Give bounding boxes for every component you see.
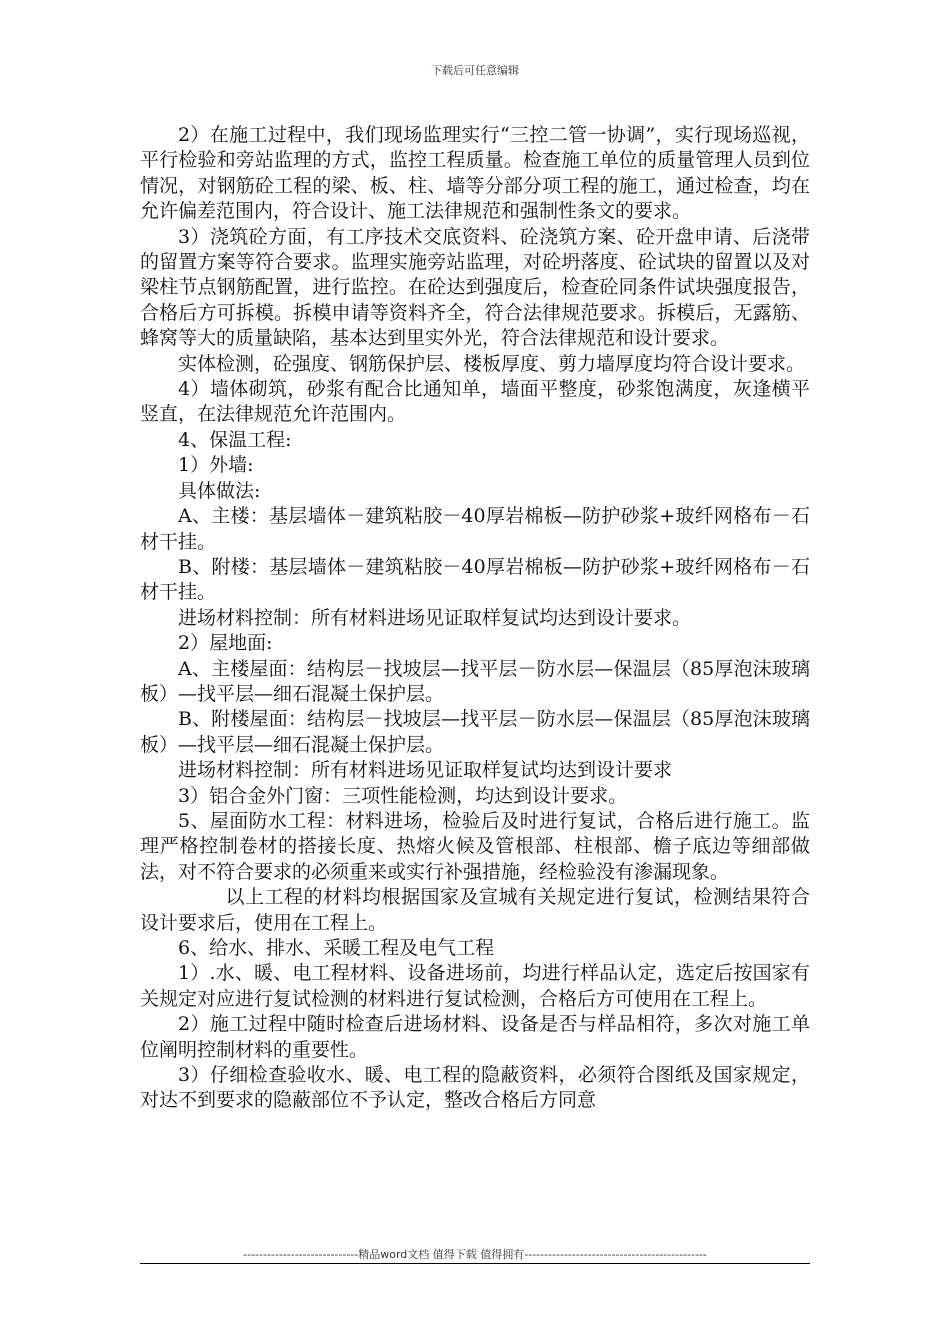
paragraph-main-building-wall: A、主楼：基层墙体－建筑粘胶－40厚岩棉板—防护砂浆+玻纤网格布－石材干挂。 [140,505,810,553]
paragraph-annex-building-roof: B、附楼屋面：结构层－找坡层—找平层－防水层—保温层（85厚泡沫玻璃板）—找平层—细石混凝土保护层。 [140,708,810,756]
document-body [140,123,810,1114]
footer-divider [140,1263,810,1264]
paragraph-annex-building-wall: B、附楼：基层墙体－建筑粘胶－40厚岩棉板—防护砂浆+玻纤网格布－石材干挂。 [140,555,810,604]
paragraph-materials-retest: 以上工程的材料均根据国家及宣城有关规定进行复试，检测结果符合设计要求后，使用在工程上。 [140,886,810,934]
paragraph-sample-approval: 1）.水、暖、电工程材料、设备进场前，均进行样品认定，选定后按国家有关规定对应进行复试检测的材料进行复试检测，合格后方可使用在工程上。 [140,962,810,1010]
paragraph-concealed-works: 3）仔细检查验收水、暖、电工程的隐蔽资料，必须符合图纸及国家规定，对达不到要求的隐蔽部位不予认定，整改合格后方同意 [140,1064,810,1112]
paragraph-material-check: 2）施工过程中随时检查后进场材料、设备是否与样品相符，多次对施工单位阐明控制材料的重要性。 [140,1013,810,1061]
page-footer: -----------------------------精品word文档 值得下载 值得拥有---------------------------------------------- [243,1248,707,1261]
paragraph-wall-masonry: 4）墙体砌筑，砂浆有配合比通知单，墙面平整度，砂浆饱满度，灰逢横平竖直，在法律规范允许范围内。 [140,378,810,426]
section-heading-plumbing-electrical: 6、给水、排水、采暖工程及电气工程 [178,937,495,959]
paragraph-physical-testing: 实体检测，砼强度、钢筋保护层、楼板厚度、剪力墙厚度均符合设计要求。 [178,352,806,375]
label-specific-method: 具体做法: [178,479,261,502]
subheading-exterior-wall: 1）外墙: [178,454,254,477]
paragraph-roof-waterproofing: 5、屋面防水工程：材料进场，检验后及时进行复试，合格后进行施工。监理严格控制卷材的搭接长度、热熔火候及管根部、柱根部、檐子底边等细部做法，对不符合要求的必须重来或实行补强措施，经检验没有渗漏现象。 [140,809,810,883]
subheading-roof-floor: 2）屋地面: [178,632,273,655]
paragraph-material-control-wall: 进场材料控制：所有材料进场见证取样复试均达到设计要求。 [178,606,692,629]
section-heading-insulation: 4、保温工程: [178,428,292,451]
paragraph-aluminum-windows: 3）铝合金外门窗：三项性能检测，均达到设计要求。 [178,784,628,807]
paragraph-material-control-roof: 进场材料控制：所有材料进场见证取样复试均达到设计要求 [178,759,673,782]
paragraph-concrete-pouring: 3）浇筑砼方面，有工序技术交底资料、砼浇筑方案、砼开盘申请、后浇带的留置方案等符合要求。监理实施旁站监理，对砼坍落度、砼试块的留置以及对梁柱节点钢筋配置，进行监控。在砼达到强度后，检查砼同条件试块强度报告，合格后方可拆模。拆模申请等资料齐全，符合法律规范要求。拆模后，无露筋、蜂窝等大的质量缺陷，基本达到里实外光，符合法律规范和设计要求。 [140,225,810,350]
paragraph-construction-supervision: 2）在施工过程中，我们现场监理实行“三控二管一协调”，实行现场巡视，平行检验和旁站监理的方式，监控工程质量。检查施工单位的质量管理人员到位情况，对钢筋砼工程的梁、板、柱、墙等分部分项工程的施工，通过检查，均在允许偏差范围内，符合设计、施工法律规范和强制性条文的要求。 [140,124,810,223]
page-header: 下载后可任意编辑 [431,64,519,77]
paragraph-main-building-roof: A、主楼屋面：结构层－找坡层—找平层－防水层—保温层（85厚泡沫玻璃板）—找平层—细石混凝土保护层。 [140,657,810,705]
